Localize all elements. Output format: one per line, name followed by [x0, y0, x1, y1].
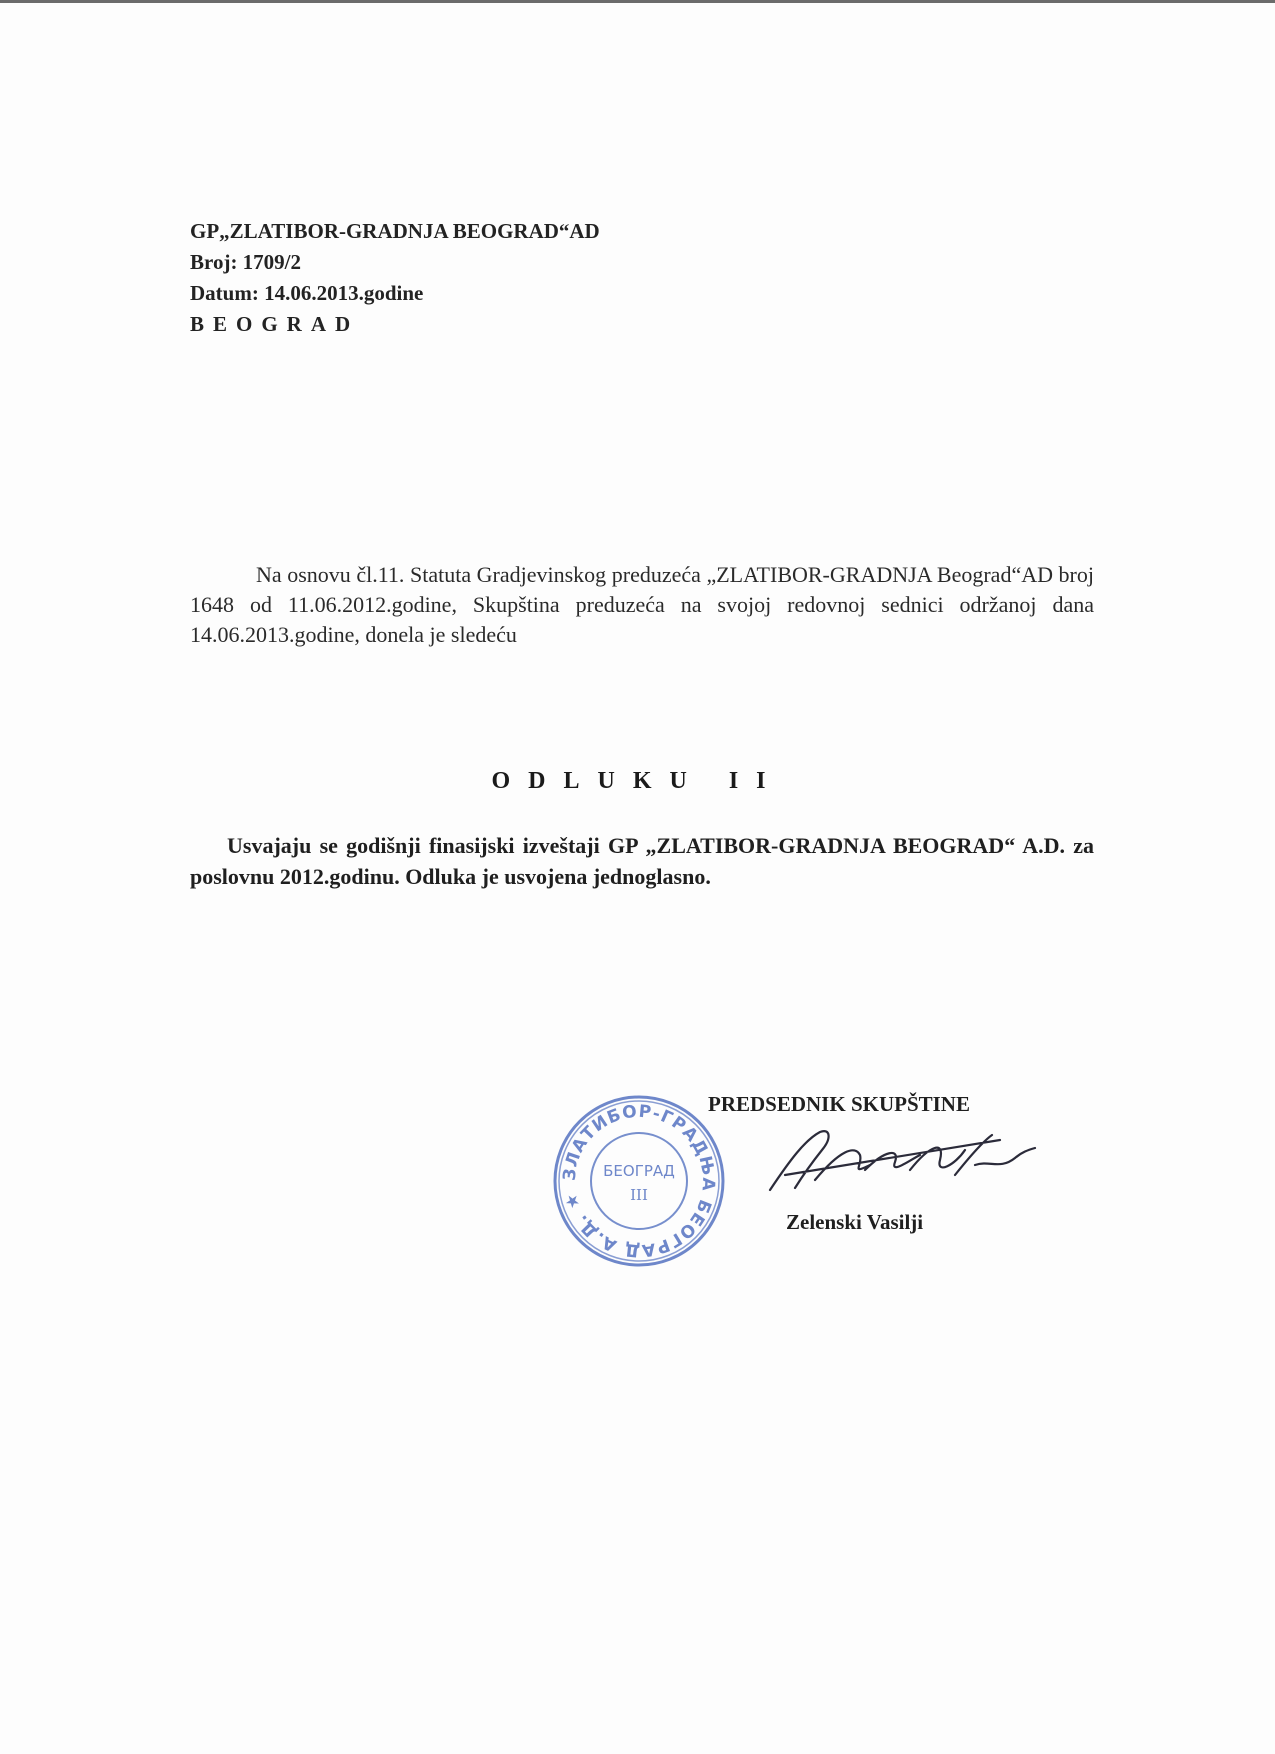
stamp-center-top: БЕОГРАД	[603, 1162, 675, 1180]
document-date: Datum: 14.06.2013.godine	[190, 281, 424, 305]
scan-edge-line	[0, 0, 1275, 3]
signatory-title: PREDSEDNIK SKUPŠTINE	[708, 1092, 970, 1116]
handwritten-signature-icon	[760, 1120, 1060, 1200]
decision-title: ODLUKU II	[491, 768, 784, 794]
decision-paragraph: Usvajaju se godišnji finasijski izveštaji GP „ZLATIBOR-GRADNJA BEOGRAD“ A.D. za poslovnu 2012.godinu. Odluka je usvojena jednoglasno.	[190, 833, 1094, 889]
company-name: GP„ZLATIBOR-GRADNJA BEOGRAD“AD	[190, 219, 600, 243]
svg-text:ЗЛАТИБОР-ГРАДЊА БЕОГРАД А.Д. ★	[560, 1102, 719, 1261]
preamble-paragraph: Na osnovu čl.11. Statuta Gradjevinskog preduzeća „ZLATIBOR-GRADNJA Beograd“AD broj 1648 od 11.06.2012.godine, Skupština preduzeća na svojoj redovnoj sednici održanoj dana 14.06.2013.godine, donela je sledeću	[190, 562, 1094, 647]
document-number: Broj: 1709/2	[190, 250, 302, 274]
document-city: BEOGRAD	[190, 312, 360, 336]
stamp-center-bottom: III	[630, 1186, 648, 1204]
document-header	[190, 216, 600, 340]
round-stamp-icon	[548, 1090, 730, 1272]
signatory-name: Zelenski Vasilji	[786, 1210, 924, 1234]
stamp-ring-text: ЗЛАТИБОР-ГРАДЊА БЕОГРАД А.Д. ★	[559, 1101, 719, 1261]
